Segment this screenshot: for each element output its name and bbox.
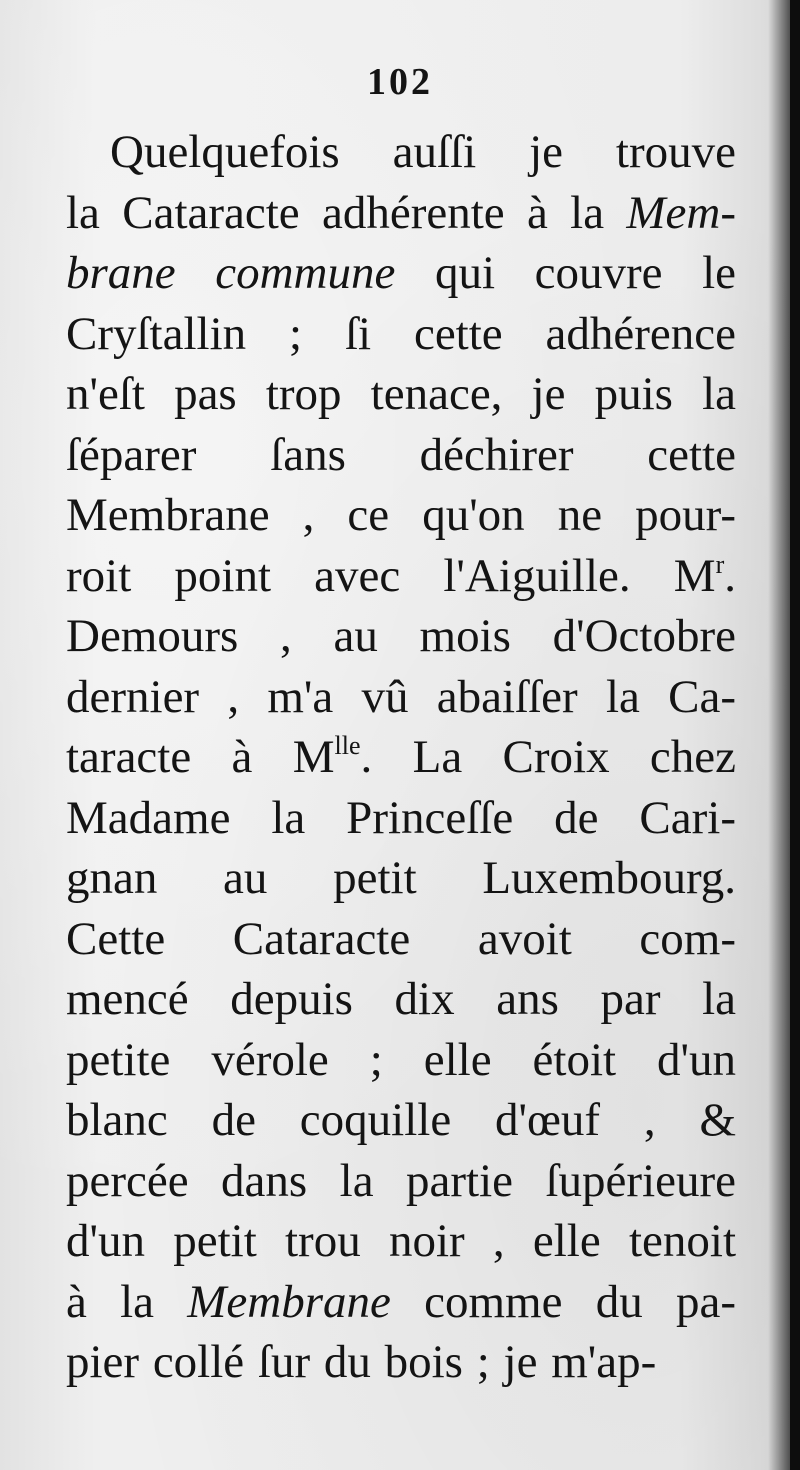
text-line — [66, 667, 736, 728]
text-run: n'eſt pas trop tenace, je puis la — [66, 368, 736, 420]
text-line — [66, 546, 736, 607]
text-run: . — [724, 549, 736, 602]
text-line — [66, 1272, 736, 1333]
text-run: gnan au petit Luxembourg. — [66, 852, 736, 904]
text-run: blanc de coquille d'œuf , & — [66, 1094, 736, 1146]
text-line — [66, 1332, 736, 1393]
text-run: petite vérole ; elle étoit d'un — [66, 1033, 736, 1086]
text-run: qui couvre le — [395, 247, 736, 299]
text-run: . La Croix chez — [360, 731, 736, 783]
text-run: Quelquefois auſſi je trouve — [110, 126, 736, 178]
text-line — [66, 1090, 736, 1151]
text-run: comme du pa- — [390, 1275, 736, 1328]
superscript-text: r — [715, 549, 725, 579]
text-line — [66, 788, 736, 849]
italic-text: brane commune — [66, 247, 396, 299]
text-run: à la — [66, 1275, 188, 1328]
text-line — [66, 485, 736, 546]
text-run: Membrane , ce qu'on ne pour- — [66, 489, 736, 541]
text-run: d'un petit trou noir , elle tenoit — [66, 1215, 736, 1267]
superscript-text: lle — [334, 731, 361, 760]
text-run: pier collé ſur du bois ; je m'ap- — [66, 1336, 657, 1388]
text-line — [66, 304, 736, 365]
text-line — [66, 1211, 736, 1272]
text-line — [66, 183, 736, 244]
text-line — [66, 606, 736, 667]
text-line — [66, 243, 736, 304]
text-line — [66, 848, 736, 909]
body-text — [66, 122, 736, 1393]
text-line — [66, 727, 736, 788]
text-run: Madame la Princeſſe de Cari- — [66, 791, 736, 844]
text-line — [66, 909, 736, 970]
text-line — [66, 122, 736, 183]
text-line — [66, 1030, 736, 1091]
text-run: Cette Cataracte avoit com- — [66, 912, 736, 965]
text-line — [66, 364, 736, 425]
italic-text: Membrane — [187, 1275, 391, 1328]
text-line — [66, 425, 736, 486]
text-run: dernier , m'a vû abaiſſer la Ca- — [66, 670, 736, 723]
text-line — [66, 969, 736, 1030]
text-run: percée dans la partie ſupérieure — [66, 1154, 736, 1207]
italic-text: Mem- — [626, 186, 736, 239]
text-run: ſéparer ſans déchirer cette — [66, 428, 736, 481]
page-number: 102 — [367, 61, 433, 103]
text-line — [66, 1151, 736, 1212]
book-spine-shadow — [790, 0, 800, 1470]
text-run: taracte à M — [66, 731, 335, 783]
text-run: Demours , au mois d'Octobre — [66, 610, 736, 662]
text-run: roit point avec l'Aiguille. M — [66, 549, 716, 602]
text-run: Cryſtallin ; ſi cette adhérence — [66, 307, 736, 360]
text-run: mencé depuis dix ans par la — [66, 973, 736, 1025]
text-run: la Cataracte adhérente à la — [66, 186, 627, 239]
